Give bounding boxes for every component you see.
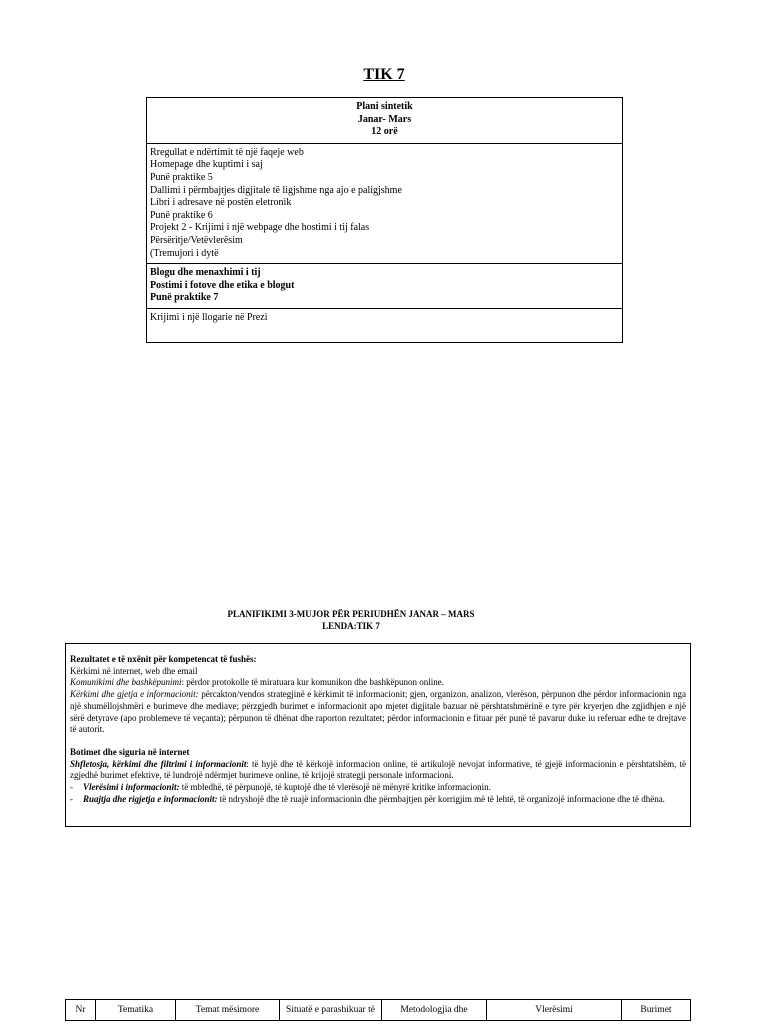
plan-section-blog <box>147 264 622 309</box>
column-header-nr: Nr <box>66 1000 96 1021</box>
outcomes-line: Kërkimi në internet, web dhe email <box>70 665 198 676</box>
plan-section-web <box>147 144 622 264</box>
column-header-lessons: Temat mësimore <box>176 1000 280 1021</box>
plan-topic: Rregullat e ndërtimit të një faqeje web <box>150 146 304 158</box>
plan-header-title: Plani sintetik <box>356 101 413 112</box>
plan-topic: Punë praktike 5 <box>150 171 213 183</box>
outcomes-heading-2: Botimet dhe siguria në internet <box>70 746 190 757</box>
plan-header <box>147 98 622 144</box>
browsing-label: Shfletosja, kërkimi dhe filtrimi i informacionit <box>70 758 247 769</box>
plan-topic: Projekt 2 - Krijimi i një webpage dhe hostimi i tij falas <box>150 222 370 234</box>
planning-heading-line2: LENDA:TIK 7 <box>322 620 380 631</box>
column-header-assessment: Vlerësimi <box>487 1000 622 1021</box>
plan-header-period: Janar- Mars <box>357 113 412 125</box>
column-header-situation: Situatë e parashikuar të <box>280 1000 382 1021</box>
browsing-text: : të hyjë dhe të kërkojë informacion online, të artikulojë nevojat informative, të gjejë informacionin e përshtatshëm, të zgjedhë burimet efektive, të lundrojë ndërmjet burimeve online, të krijojë strategji personale informacioni. <box>70 758 687 781</box>
search-label: Kërkimi dhe gjetja e informacionit: <box>70 689 199 700</box>
document-title: TIK 7 <box>363 66 405 83</box>
communication-label: Komunikimi dhe bashkëpunimi <box>70 677 182 688</box>
plan-header-hours: 12 orë <box>371 126 398 138</box>
planning-heading <box>0 609 768 632</box>
plan-topic: (Tremujori i dytë <box>150 247 219 259</box>
plan-topic: Postimi i fotove dhe etika e blogut <box>150 279 295 291</box>
outcomes-communication <box>70 677 686 689</box>
plan-section-prezi <box>147 309 622 342</box>
column-header-methodology: Metodologjia dhe <box>382 1000 487 1021</box>
evaluation-text: të mbledhë, të përpunojë, të kuptojë dhe të vlerësojë në mënyrë kritike informacionin. <box>179 782 491 793</box>
outcomes-bullet-storage <box>70 794 686 806</box>
schedule-header-row <box>66 1000 691 1021</box>
schedule-table <box>65 999 691 1021</box>
outcomes-heading: Rezultatet e të nxënit për kompetencat të fushës: <box>70 654 257 664</box>
column-header-topic: Tematika <box>96 1000 176 1021</box>
synthetic-plan-table <box>146 97 623 343</box>
plan-topic: Punë praktike 6 <box>150 209 213 221</box>
planning-heading-line1: PLANIFIKIMI 3-MUJOR PËR PERIUDHËN JANAR – MARS <box>227 609 475 619</box>
plan-topic: Krijimi i një llogarie në Prezi <box>150 311 268 323</box>
evaluation-label: Vlerësimi i informacionit: <box>83 782 180 793</box>
plan-topic: Blogu dhe menaxhimi i tij <box>150 267 261 279</box>
search-text: përcakton/vendos strategjinë e kërkimit të informacionit; gjen, organizon, analizon, vlerëson, përpunon dhe përdor informacionin nga një shumëllojshmëri e burimeve dhe mediave; përzgjedh burimet e informacionit apo mjetet digjitale bazuar në përshtatshmërinë e tyre për kryerjen dhe zgjidhjen e një sërë detyrave (apo problemeve të veçanta); përpunon të dhënat dhe raporton rezultatet; përdor informacionin e fituar për punë të pavarur duke iu referuar edhe te drejtave të autorit. <box>70 689 686 735</box>
column-header-resources: Burimet <box>622 1000 691 1021</box>
bullet-dash: - <box>70 782 73 793</box>
plan-topic: Homepage dhe kuptimi i saj <box>150 159 263 171</box>
storage-label: Ruajtja dhe rigjetja e informacionit: <box>83 793 218 804</box>
outcomes-search <box>70 689 686 736</box>
learning-outcomes-box <box>65 643 691 827</box>
communication-text: : përdor protokolle të miratuara kur komunikon dhe bashkëpunon online. <box>181 677 444 688</box>
outcomes-bullet-evaluation <box>70 782 686 794</box>
bullet-dash: - <box>70 793 73 804</box>
plan-topic: Përsëritje/Vetëvlerësim <box>150 234 243 246</box>
plan-topic: Dallimi i përmbajtjes digjitale të ligjshme nga ajo e paligjshme <box>150 184 402 196</box>
storage-text: të ndryshojë dhe të ruajë informacionin dhe përmbajtjen për korrigjim më të lehtë, të organizojë informacione dhe të dhëna. <box>217 793 665 804</box>
outcomes-browsing <box>70 759 686 782</box>
plan-topic: Libri i adresave në postën eletronik <box>150 197 292 209</box>
plan-topic: Punë praktike 7 <box>150 292 219 304</box>
